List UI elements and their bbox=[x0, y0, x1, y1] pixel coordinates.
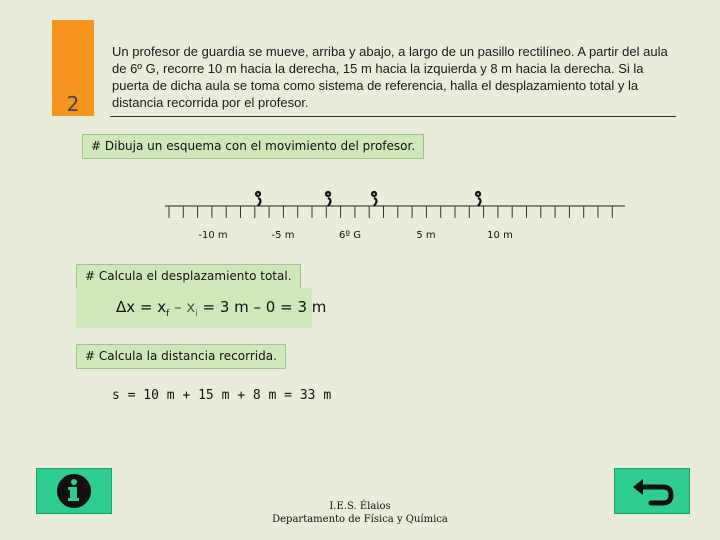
walker-mark bbox=[372, 192, 376, 206]
formula-minus: – x bbox=[169, 298, 196, 316]
problem-statement: Un profesor de guardia se mueve, arriba y abajo, a largo de un pasillo rectilíneo. A partir del aula de 6º G, recorre 10 m hacia la derecha, 15 m hacia la izquierda y 8 m hacia la derecha. Si la puerta de dicha aula se toma como sistema de referencia, halla el desplazamiento total y la distancia recorrida por el profesor. bbox=[112, 44, 668, 110]
info-icon bbox=[37, 469, 111, 513]
axis-label-origin: 6º G bbox=[338, 230, 362, 240]
divider bbox=[110, 116, 676, 117]
formula-lhs: Δx = x bbox=[116, 298, 167, 316]
footer bbox=[260, 500, 460, 526]
displacement-formula bbox=[116, 298, 326, 319]
walker-mark bbox=[476, 192, 480, 206]
axis-label-10: 10 m bbox=[487, 230, 513, 240]
number-line bbox=[165, 190, 625, 240]
axis-label-neg5: -5 m bbox=[271, 230, 295, 240]
axis-label-neg10: -10 m bbox=[198, 230, 228, 240]
problem-number-box bbox=[52, 20, 94, 116]
task-displacement: # Calcula el desplazamiento total. bbox=[76, 264, 301, 289]
formula-sub-i: i bbox=[195, 309, 198, 319]
footer-school: I.E.S. Élaios bbox=[329, 501, 391, 512]
return-button[interactable] bbox=[614, 468, 690, 514]
return-arrow-icon bbox=[615, 469, 689, 513]
walker-mark bbox=[326, 192, 330, 206]
axis-ticks bbox=[169, 206, 612, 218]
walker-markers bbox=[256, 192, 480, 206]
task-draw-scheme: # Dibuja un esquema con el movimiento del profesor. bbox=[82, 134, 424, 159]
distance-result: s = 10 m + 15 m + 8 m = 33 m bbox=[112, 388, 332, 403]
task-distance: # Calcula la distancia recorrida. bbox=[76, 344, 286, 369]
walker-mark bbox=[256, 192, 260, 206]
problem-number: 2 bbox=[66, 92, 80, 116]
footer-department: Departamento de Física y Química bbox=[272, 514, 448, 525]
formula-sub-f: f bbox=[166, 309, 170, 319]
axis-label-5: 5 m bbox=[416, 230, 436, 240]
info-button[interactable] bbox=[36, 468, 112, 514]
formula-rhs: = 3 m – 0 = 3 m bbox=[197, 298, 327, 316]
